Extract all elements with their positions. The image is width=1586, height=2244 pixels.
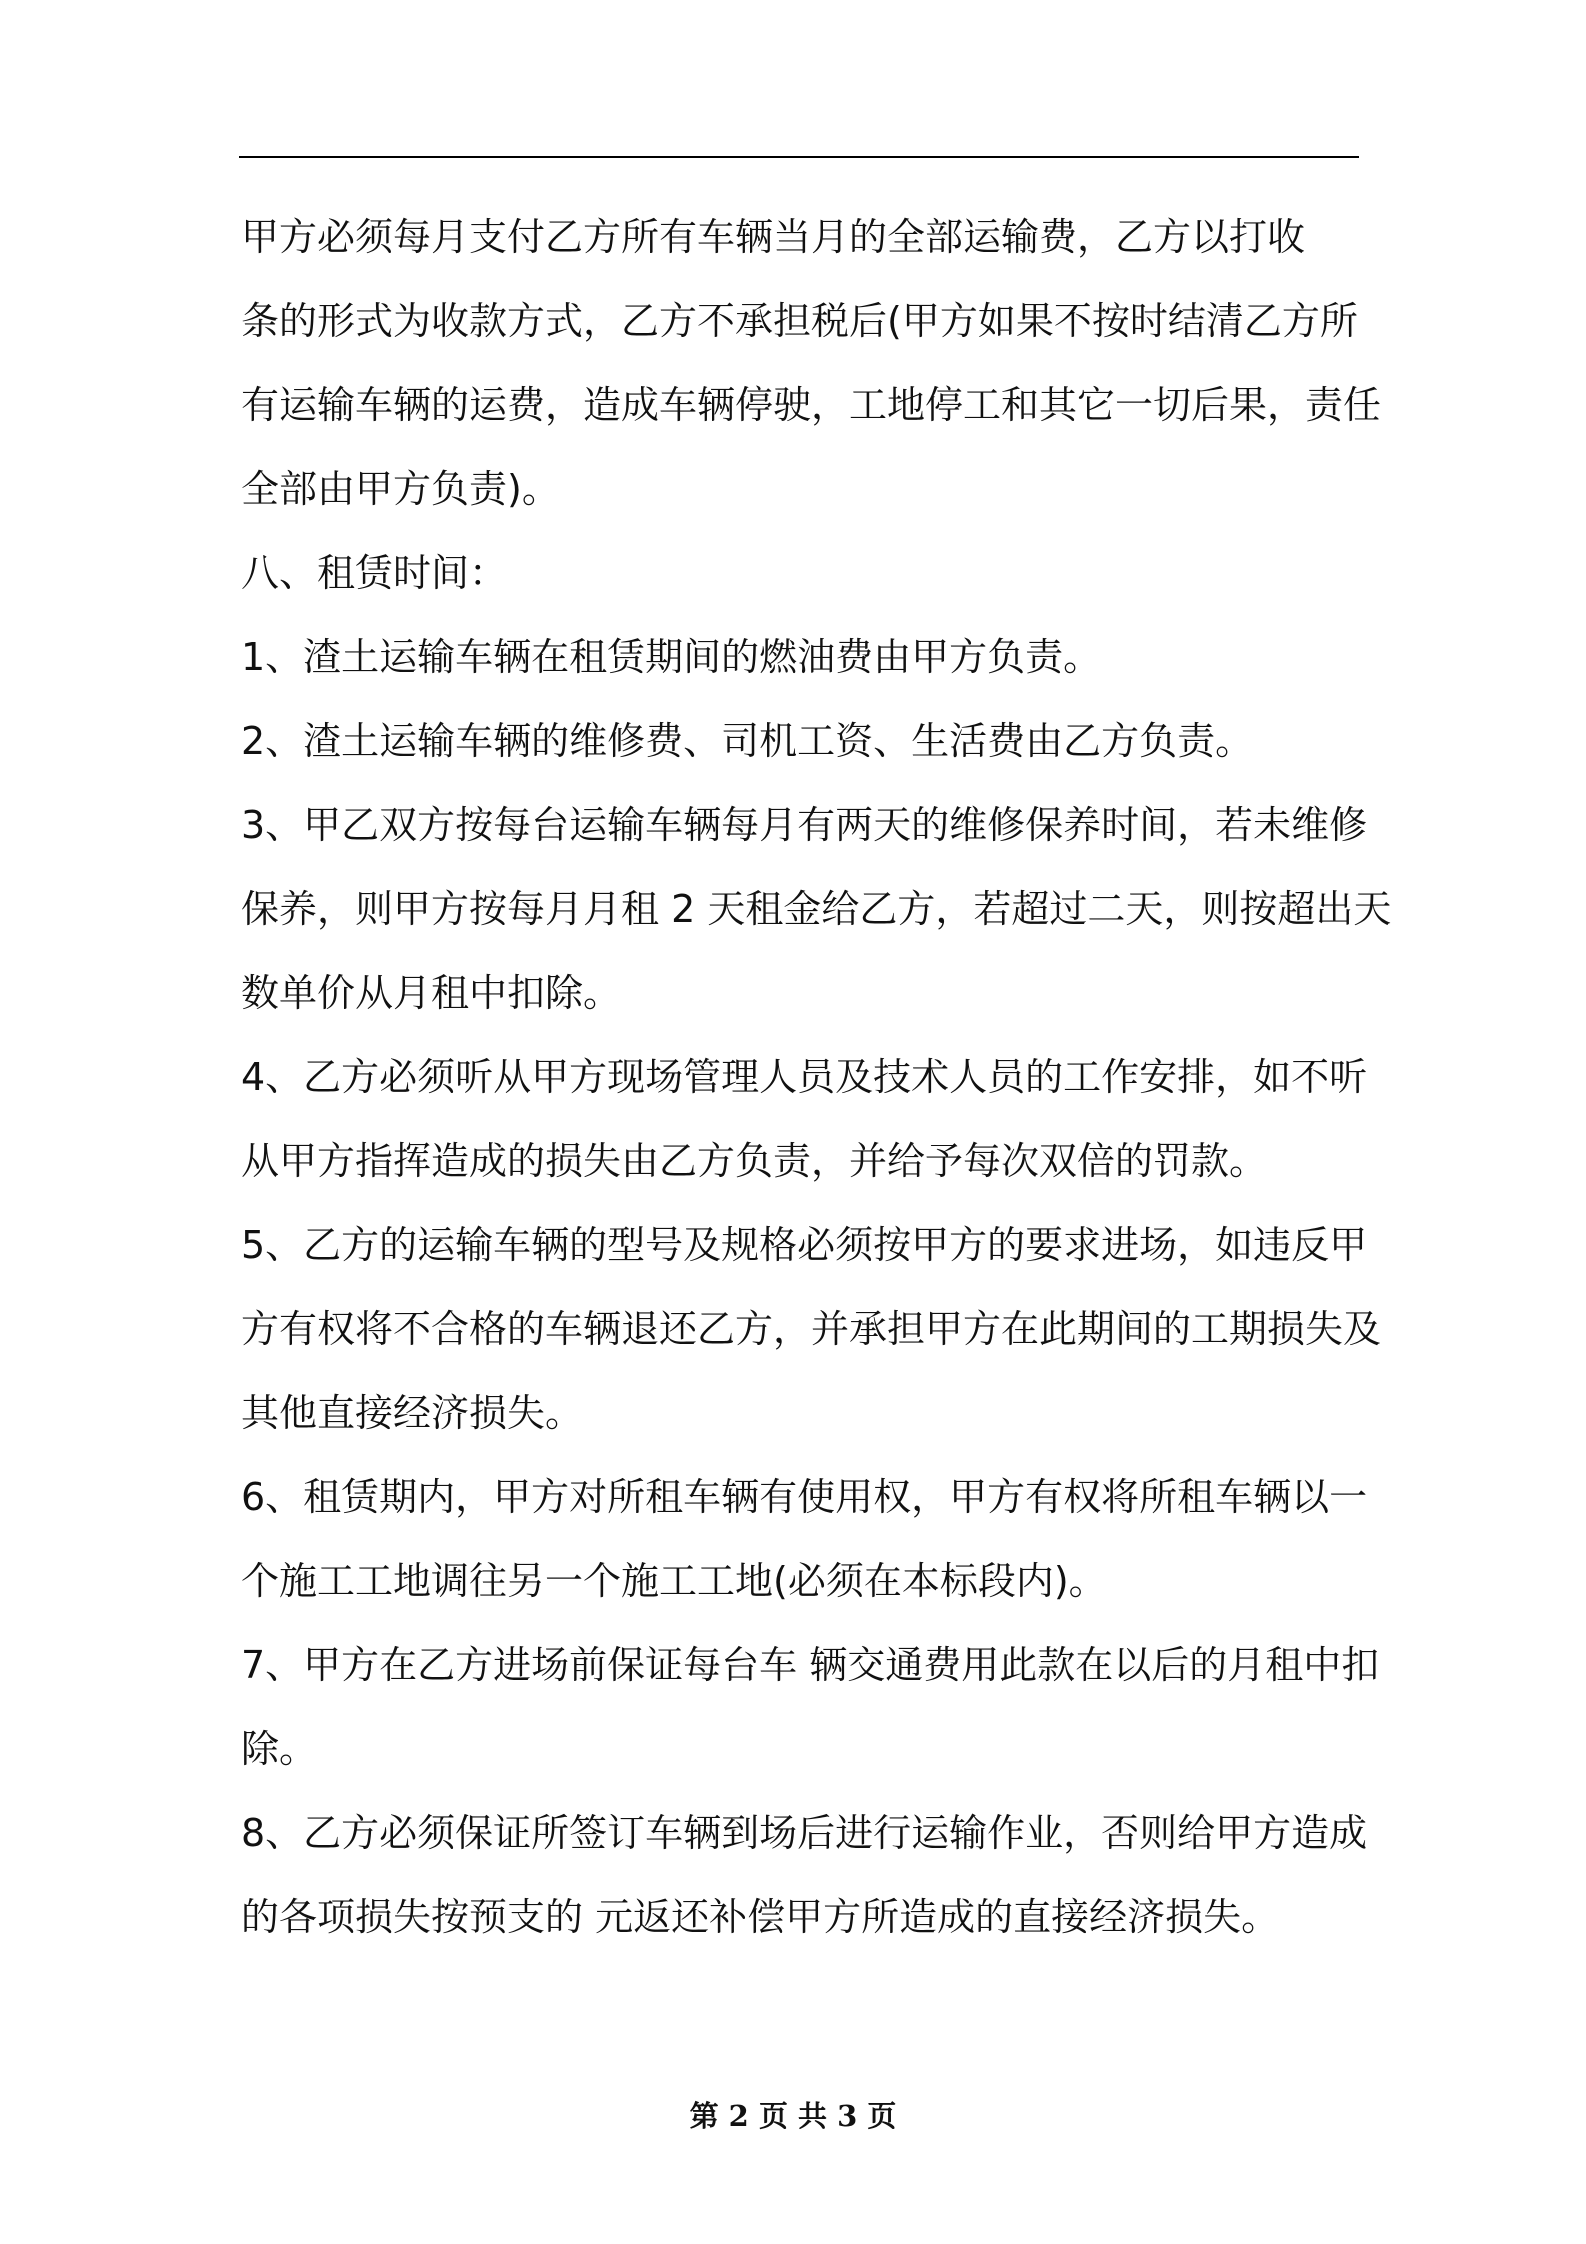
text-line: 从甲方指挥造成的损失由乙方负责，并给予每次双倍的罚款。	[241, 1139, 1268, 1183]
list-item: 7、甲方在乙方进场前保证每台车 辆交通费用此款在以后的月租中扣	[241, 1643, 1380, 1687]
list-item: 2、渣土运输车辆的维修费、司机工资、生活费由乙方负责。	[241, 719, 1254, 763]
text-line: 方有权将不合格的车辆退还乙方，并承担甲方在此期间的工期损失及	[241, 1307, 1382, 1351]
page-number-footer: 第 2 页 共 3 页	[689, 2099, 897, 2133]
list-item: 3、甲乙双方按每台运输车辆每月有两天的维修保养时间，若未维修	[241, 803, 1368, 847]
text-line: 有运输车辆的运费，造成车辆停驶，工地停工和其它一切后果，责任	[241, 383, 1382, 427]
text-line: 全部由甲方负责)。	[241, 467, 560, 511]
text-line: 除。	[241, 1727, 318, 1771]
text-line: 个施工工地调往另一个施工工地(必须在本标段内)。	[241, 1559, 1107, 1603]
list-item: 4、乙方必须听从甲方现场管理人员及技术人员的工作安排，如不听	[241, 1055, 1368, 1099]
section-heading: 八、租赁时间：	[241, 551, 508, 595]
text-line: 数单价从月租中扣除。	[241, 971, 622, 1015]
list-item: 8、乙方必须保证所签订车辆到场后进行运输作业，否则给甲方造成	[241, 1811, 1368, 1855]
text-line: 保养，则甲方按每月月租 2 天租金给乙方，若超过二天，则按超出天	[241, 887, 1392, 931]
document-body	[241, 195, 1392, 1959]
list-item: 5、乙方的运输车辆的型号及规格必须按甲方的要求进场，如违反甲	[241, 1223, 1368, 1267]
header-divider	[239, 156, 1359, 158]
text-line: 其他直接经济损失。	[241, 1391, 584, 1435]
list-item: 6、租赁期内，甲方对所租车辆有使用权，甲方有权将所租车辆以一	[241, 1475, 1368, 1519]
text-line: 甲方必须每月支付乙方所有车辆当月的全部运输费，乙方以打收	[241, 215, 1306, 259]
list-item: 1、渣土运输车辆在租赁期间的燃油费由甲方负责。	[241, 635, 1102, 679]
text-line: 的各项损失按预支的 元返还补偿甲方所造成的直接经济损失。	[241, 1895, 1280, 1939]
text-line: 条的形式为收款方式，乙方不承担税后(甲方如果不按时结清乙方所	[241, 299, 1358, 343]
